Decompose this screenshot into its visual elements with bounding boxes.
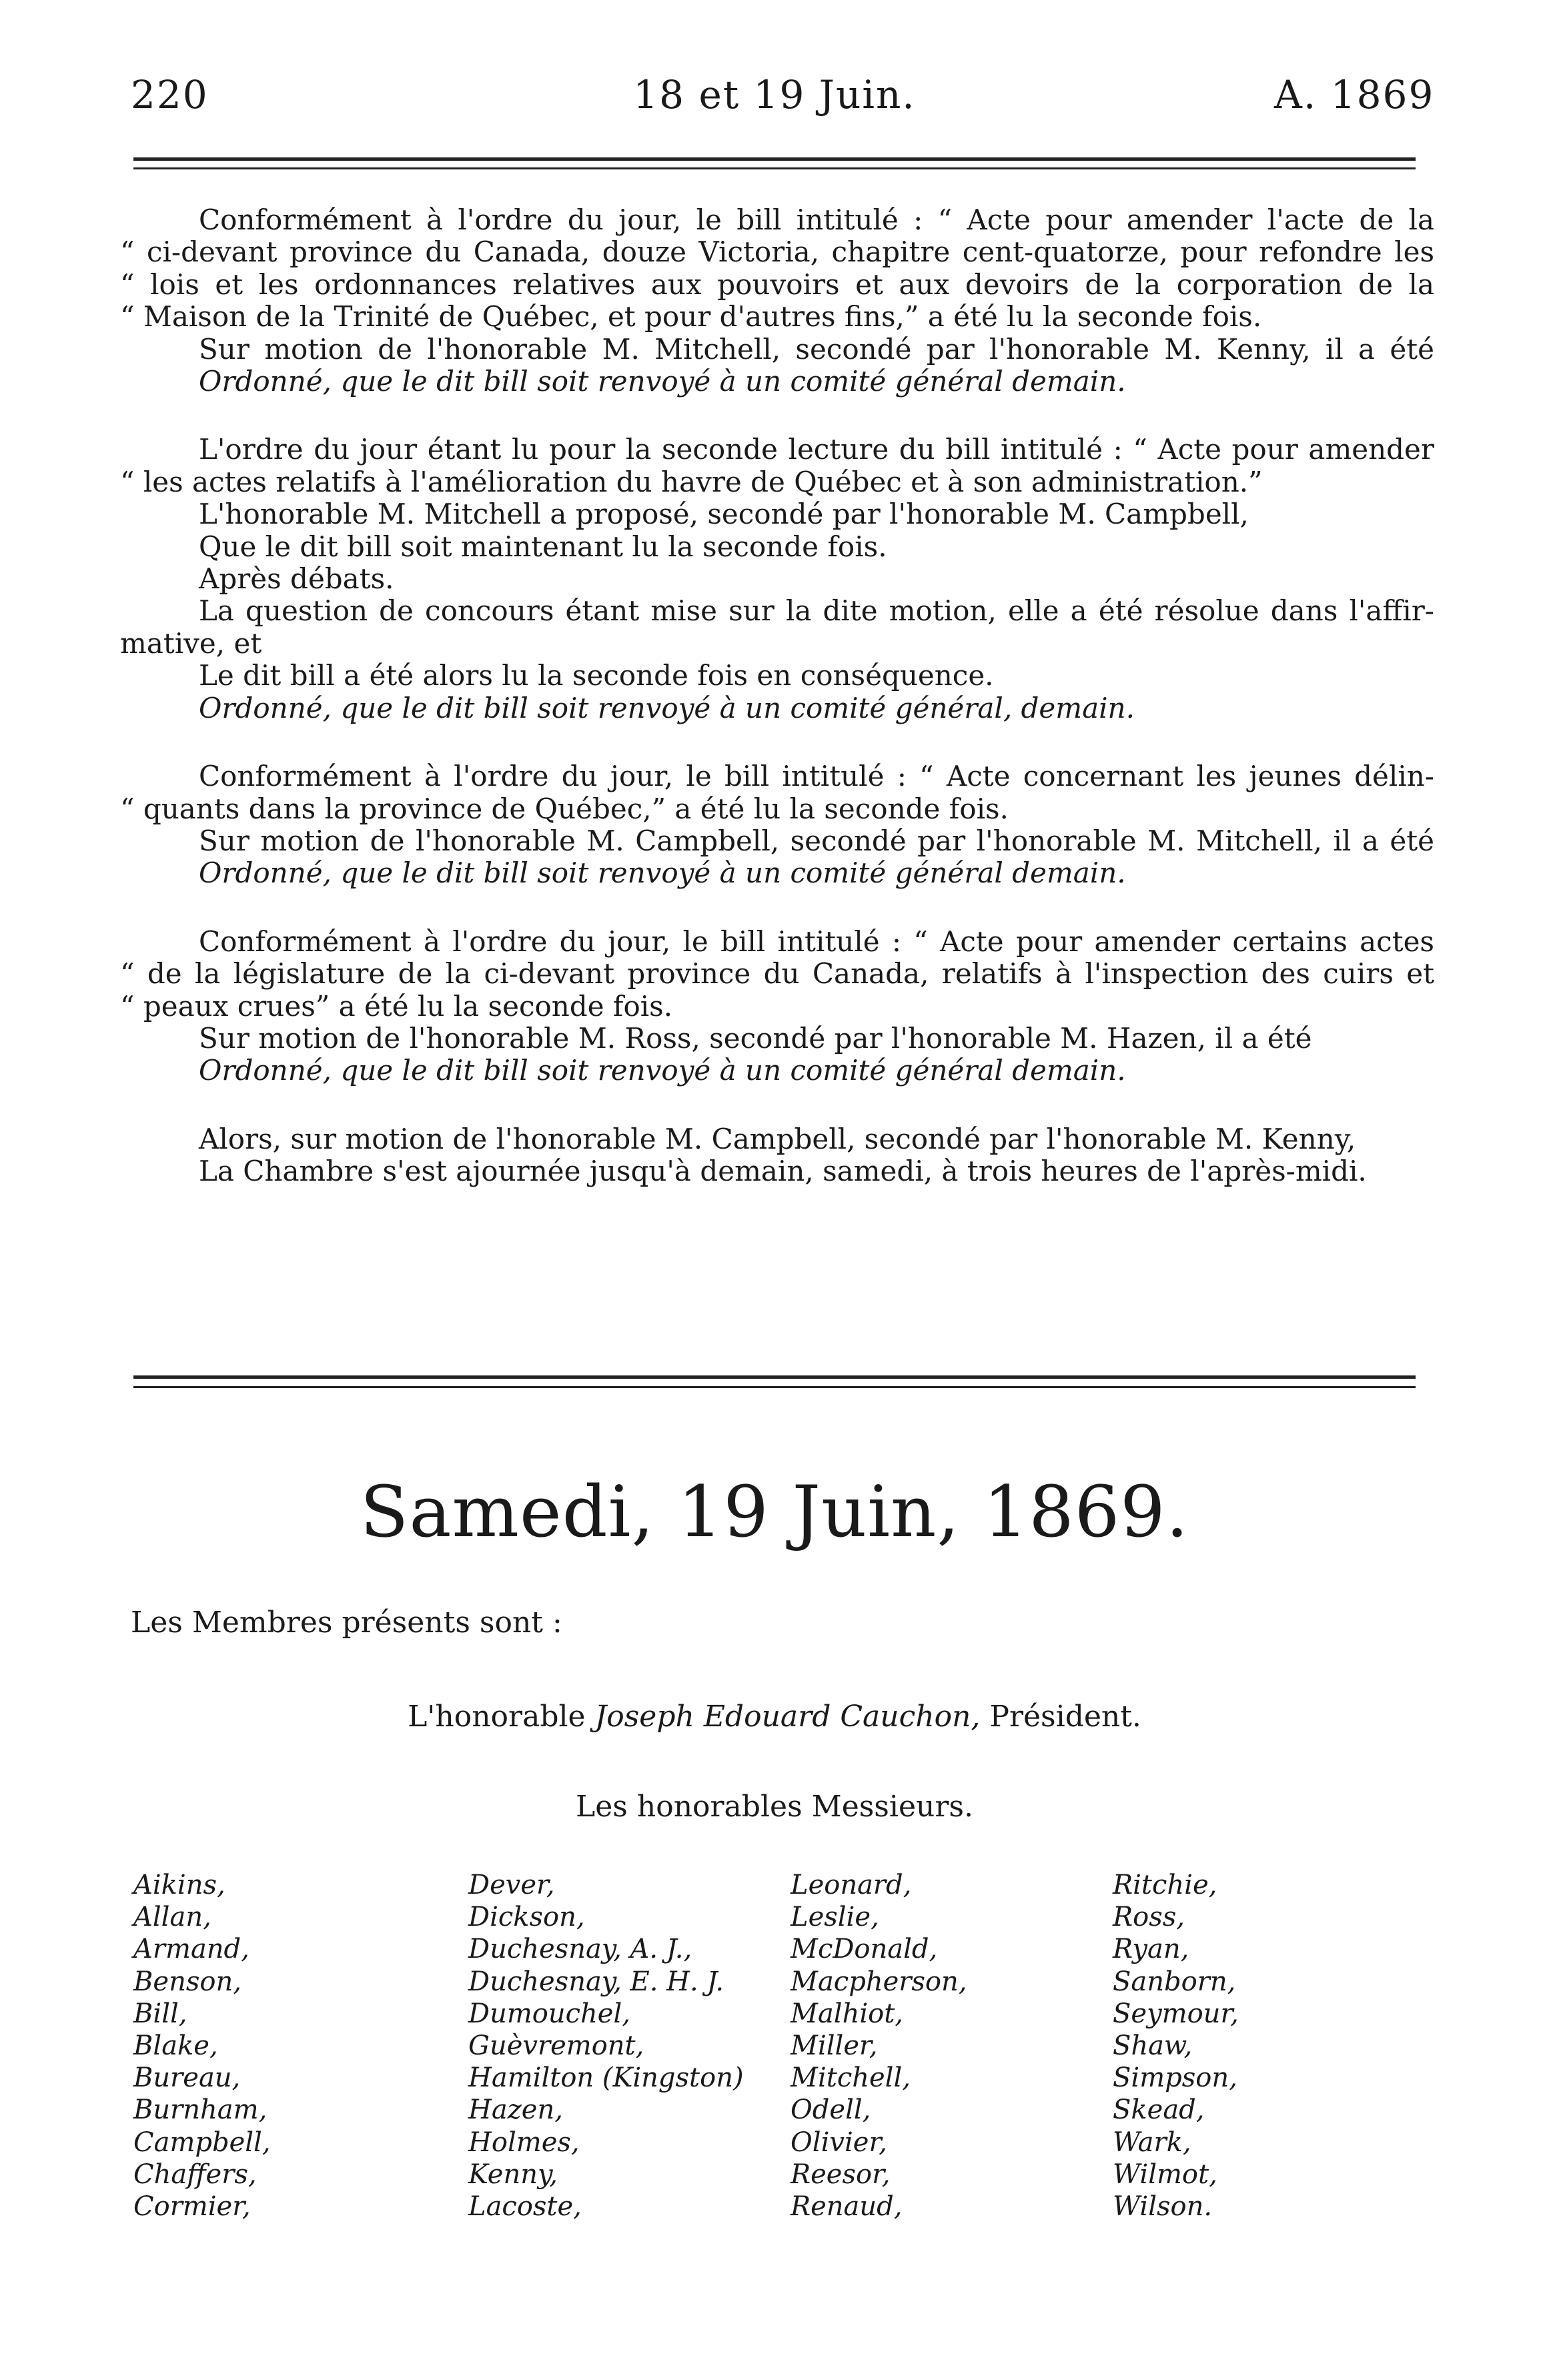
text-line: Le dit bill a été alors lu la seconde fois en conséquence. (199, 659, 994, 692)
page-number: 220 (131, 72, 209, 117)
text-line: Ordonné, que le dit bill soit renvoyé à un comité général demain. (199, 1054, 1126, 1087)
member-name: Kenny, (468, 2159, 558, 2190)
text-line: “ Maison de la Trinité de Québec, et pour d'autres fins,” a été lu la seconde fois. (120, 300, 1262, 334)
president-line (0, 1700, 1549, 1734)
text-line: Sur motion de l'honorable M. Mitchell, secondé par l'honorable M. Kenny, il a été (199, 332, 1434, 366)
member-name: Dickson, (468, 1902, 585, 1933)
member-name: Hamilton (Kingston) (468, 2062, 744, 2094)
section-rule-bottom (133, 1386, 1416, 1388)
text-line: L'honorable M. Mitchell a proposé, secondé par l'honorable M. Campbell, (199, 498, 1249, 531)
members-column-2 (468, 1869, 744, 2223)
members-present-intro: Les Membres présents sont : (131, 1606, 562, 1640)
member-name: Simpson, (1113, 2062, 1237, 2094)
members-column-4 (1113, 1869, 1239, 2223)
running-head-year: A. 1869 (1274, 72, 1435, 117)
member-name: Skead, (1113, 2095, 1205, 2126)
members-column-1 (133, 1869, 271, 2223)
president-title: Président. (980, 1700, 1141, 1734)
member-name: Chaffers, (133, 2159, 257, 2190)
text-line: L'ordre du jour étant lu pour la seconde lecture du bill intitulé : “ Acte pour amender (199, 433, 1434, 466)
member-name: Dever, (468, 1870, 555, 1900)
session-title: Samedi, 19 Juin, 1869. (360, 1471, 1189, 1553)
text-line: La Chambre s'est ajournée jusqu'à demain, samedi, à trois heures de l'après-midi. (199, 1155, 1367, 1188)
proceedings-text (120, 204, 1434, 1188)
text-line: Conformément à l'ordre du jour, le bill intitulé : “ Acte concernant les jeunes délin- (199, 760, 1434, 793)
member-name: Olivier, (791, 2127, 887, 2158)
paragraph-trinity-house-bill (120, 204, 1434, 398)
section-rule-top (133, 1375, 1416, 1379)
member-name: Cormier, (133, 2191, 251, 2223)
member-name: Armand, (133, 1934, 249, 1965)
member-name: Guèvremont, (468, 2030, 644, 2062)
member-name: McDonald, (791, 1934, 938, 1965)
paragraph-harbour-bill (120, 434, 1434, 724)
header-rule-bottom (133, 167, 1416, 169)
member-name: Burnham, (133, 2095, 268, 2126)
text-line: Que le dit bill soit maintenant lu la seconde fois. (199, 530, 887, 563)
member-name: Blake, (133, 2030, 218, 2062)
text-line: “ ci-devant province du Canada, douze Victoria, chapitre cent-quatorze, pour refondre les (120, 235, 1434, 269)
member-name: Duchesnay, A. J., (468, 1934, 692, 1965)
member-name: Sanborn, (1113, 1966, 1236, 1997)
member-name: Miller, (791, 2030, 878, 2062)
paragraph-young-delinquents-bill (120, 760, 1434, 890)
member-name: Bureau, (133, 2062, 241, 2094)
text-line: Conformément à l'ordre du jour, le bill intitulé : “ Acte pour amender certains actes (199, 925, 1434, 958)
member-name: Bill, (133, 1998, 187, 2029)
member-name: Dumouchel, (468, 1998, 630, 2029)
text-line: Ordonné, que le dit bill soit renvoyé à un comité général demain. (199, 856, 1126, 890)
text-line: “ lois et les ordonnances relatives aux pouvoirs et aux devoirs de la corporation de la (120, 267, 1434, 301)
text-line: mative, et (120, 626, 262, 660)
text-line: Ordonné, que le dit bill soit renvoyé à un comité général demain. (199, 365, 1126, 398)
header-rule-top (133, 157, 1416, 161)
text-line: Alors, sur motion de l'honorable M. Campbell, secondé par l'honorable M. Kenny, (199, 1122, 1356, 1155)
running-head-date: 18 et 19 Juin. (633, 72, 916, 117)
member-name: Duchesnay, E. H. J. (468, 1966, 724, 1997)
text-line: Conformément à l'ordre du jour, le bill intitulé : “ Acte pour amender l'acte de la (199, 203, 1434, 236)
member-name: Wilmot, (1113, 2159, 1217, 2190)
member-name: Reesor, (791, 2159, 891, 2190)
text-line: Ordonné, que le dit bill soit renvoyé à un comité général, demain. (199, 691, 1135, 724)
member-name: Holmes, (468, 2127, 580, 2158)
text-line: “ quants dans la province de Québec,” a été lu la seconde fois. (120, 792, 1009, 825)
member-name: Seymour, (1113, 1998, 1239, 2029)
member-name: Ritchie, (1113, 1870, 1217, 1900)
member-name: Wark, (1113, 2127, 1191, 2158)
member-name: Odell, (791, 2095, 871, 2126)
president-name: Joseph Edouard Cauchon, (594, 1700, 981, 1734)
member-name: Leslie, (791, 1902, 879, 1933)
member-name: Wilson. (1113, 2191, 1213, 2223)
member-name: Allan, (133, 1902, 211, 1933)
member-name: Shaw, (1113, 2030, 1193, 2062)
member-name: Lacoste, (468, 2191, 582, 2223)
text-line: “ les actes relatifs à l'amélioration du havre de Québec et à son administration.” (120, 465, 1263, 498)
member-name: Hazen, (468, 2095, 563, 2126)
text-line: Après débats. (199, 562, 394, 596)
text-line: La question de concours étant mise sur la dite motion, elle a été résolue dans l'affir- (199, 594, 1434, 628)
members-heading: Les honorables Messieurs. (576, 1790, 973, 1824)
member-name: Aikins, (133, 1870, 225, 1900)
text-line: “ de la législature de la ci-devant province du Canada, relatifs à l'inspection des cuirs et (120, 957, 1434, 991)
member-name: Benson, (133, 1966, 241, 1997)
member-name: Macpherson, (791, 1966, 967, 1997)
president-prefix: L'honorable (408, 1700, 595, 1734)
text-line: Sur motion de l'honorable M. Ross, secondé par l'honorable M. Hazen, il a été (199, 1021, 1312, 1055)
member-name: Renaud, (791, 2191, 903, 2223)
member-name: Leonard, (791, 1870, 912, 1900)
member-name: Malhiot, (791, 1998, 904, 2029)
member-name: Ross, (1113, 1902, 1185, 1933)
text-line: “ peaux crues” a été lu la seconde fois. (120, 989, 673, 1023)
members-column-3 (791, 1869, 967, 2223)
member-name: Mitchell, (791, 2062, 911, 2094)
member-name: Ryan, (1113, 1934, 1189, 1965)
member-name: Campbell, (133, 2127, 271, 2158)
text-line: Sur motion de l'honorable M. Campbell, secondé par l'honorable M. Mitchell, il a été (199, 824, 1434, 857)
paragraph-adjournment (120, 1123, 1434, 1188)
paragraph-leather-inspection-bill (120, 926, 1434, 1087)
